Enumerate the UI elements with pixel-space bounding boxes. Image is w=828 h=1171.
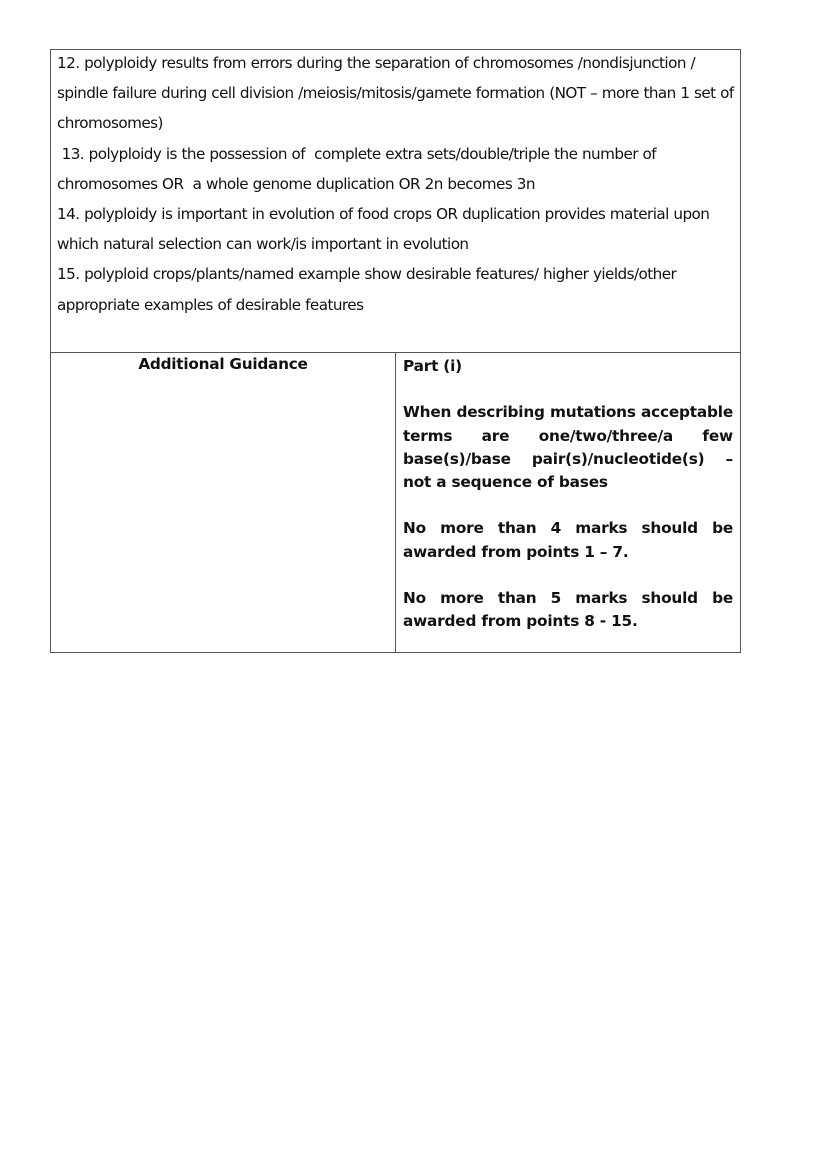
guidance-paragraph-marks-8-15: No more than 5 marks should be awarded from points 8 - 15. — [403, 589, 733, 631]
marking-point-12: 12. polyploidy results from errors during the separation of chromosomes /nondisjunction / spindle failure during cell division /meiosis/mitosis/gamete formation (NOT – more than 1 set of chromosomes) — [57, 54, 743, 133]
additional-guidance-row — [51, 353, 741, 653]
marking-points-list — [57, 48, 743, 320]
marking-point-15: 15. polyploid crops/plants/named example show desirable features/ higher yields/other appropriate examples of desirable features — [57, 265, 681, 314]
additional-guidance-body-cell — [396, 353, 741, 653]
additional-guidance-label-cell — [51, 353, 396, 653]
marking-point-14: 14. polyploidy is important in evolution of food crops OR duplication provides material upon which natural selection can work/is important in evolution — [57, 205, 714, 254]
mark-scheme-table — [50, 49, 741, 653]
marking-point-13: 13. polyploidy is the possession of complete extra sets/double/triple the number of chromosomes OR a whole genome duplication OR 2n becomes 3n — [57, 144, 661, 193]
marking-points-row — [51, 50, 741, 353]
guidance-paragraph-mutation-terms: When describing mutations acceptable terms are one/two/three/a few base(s)/base pair(s)/nucleotide(s) – not a sequence of bases — [403, 403, 733, 492]
marking-points-cell — [51, 50, 741, 353]
part-label: Part (i) — [403, 357, 462, 375]
guidance-paragraph-marks-1-7: No more than 4 marks should be awarded from points 1 – 7. — [403, 519, 733, 561]
additional-guidance-heading: Additional Guidance — [138, 355, 308, 373]
